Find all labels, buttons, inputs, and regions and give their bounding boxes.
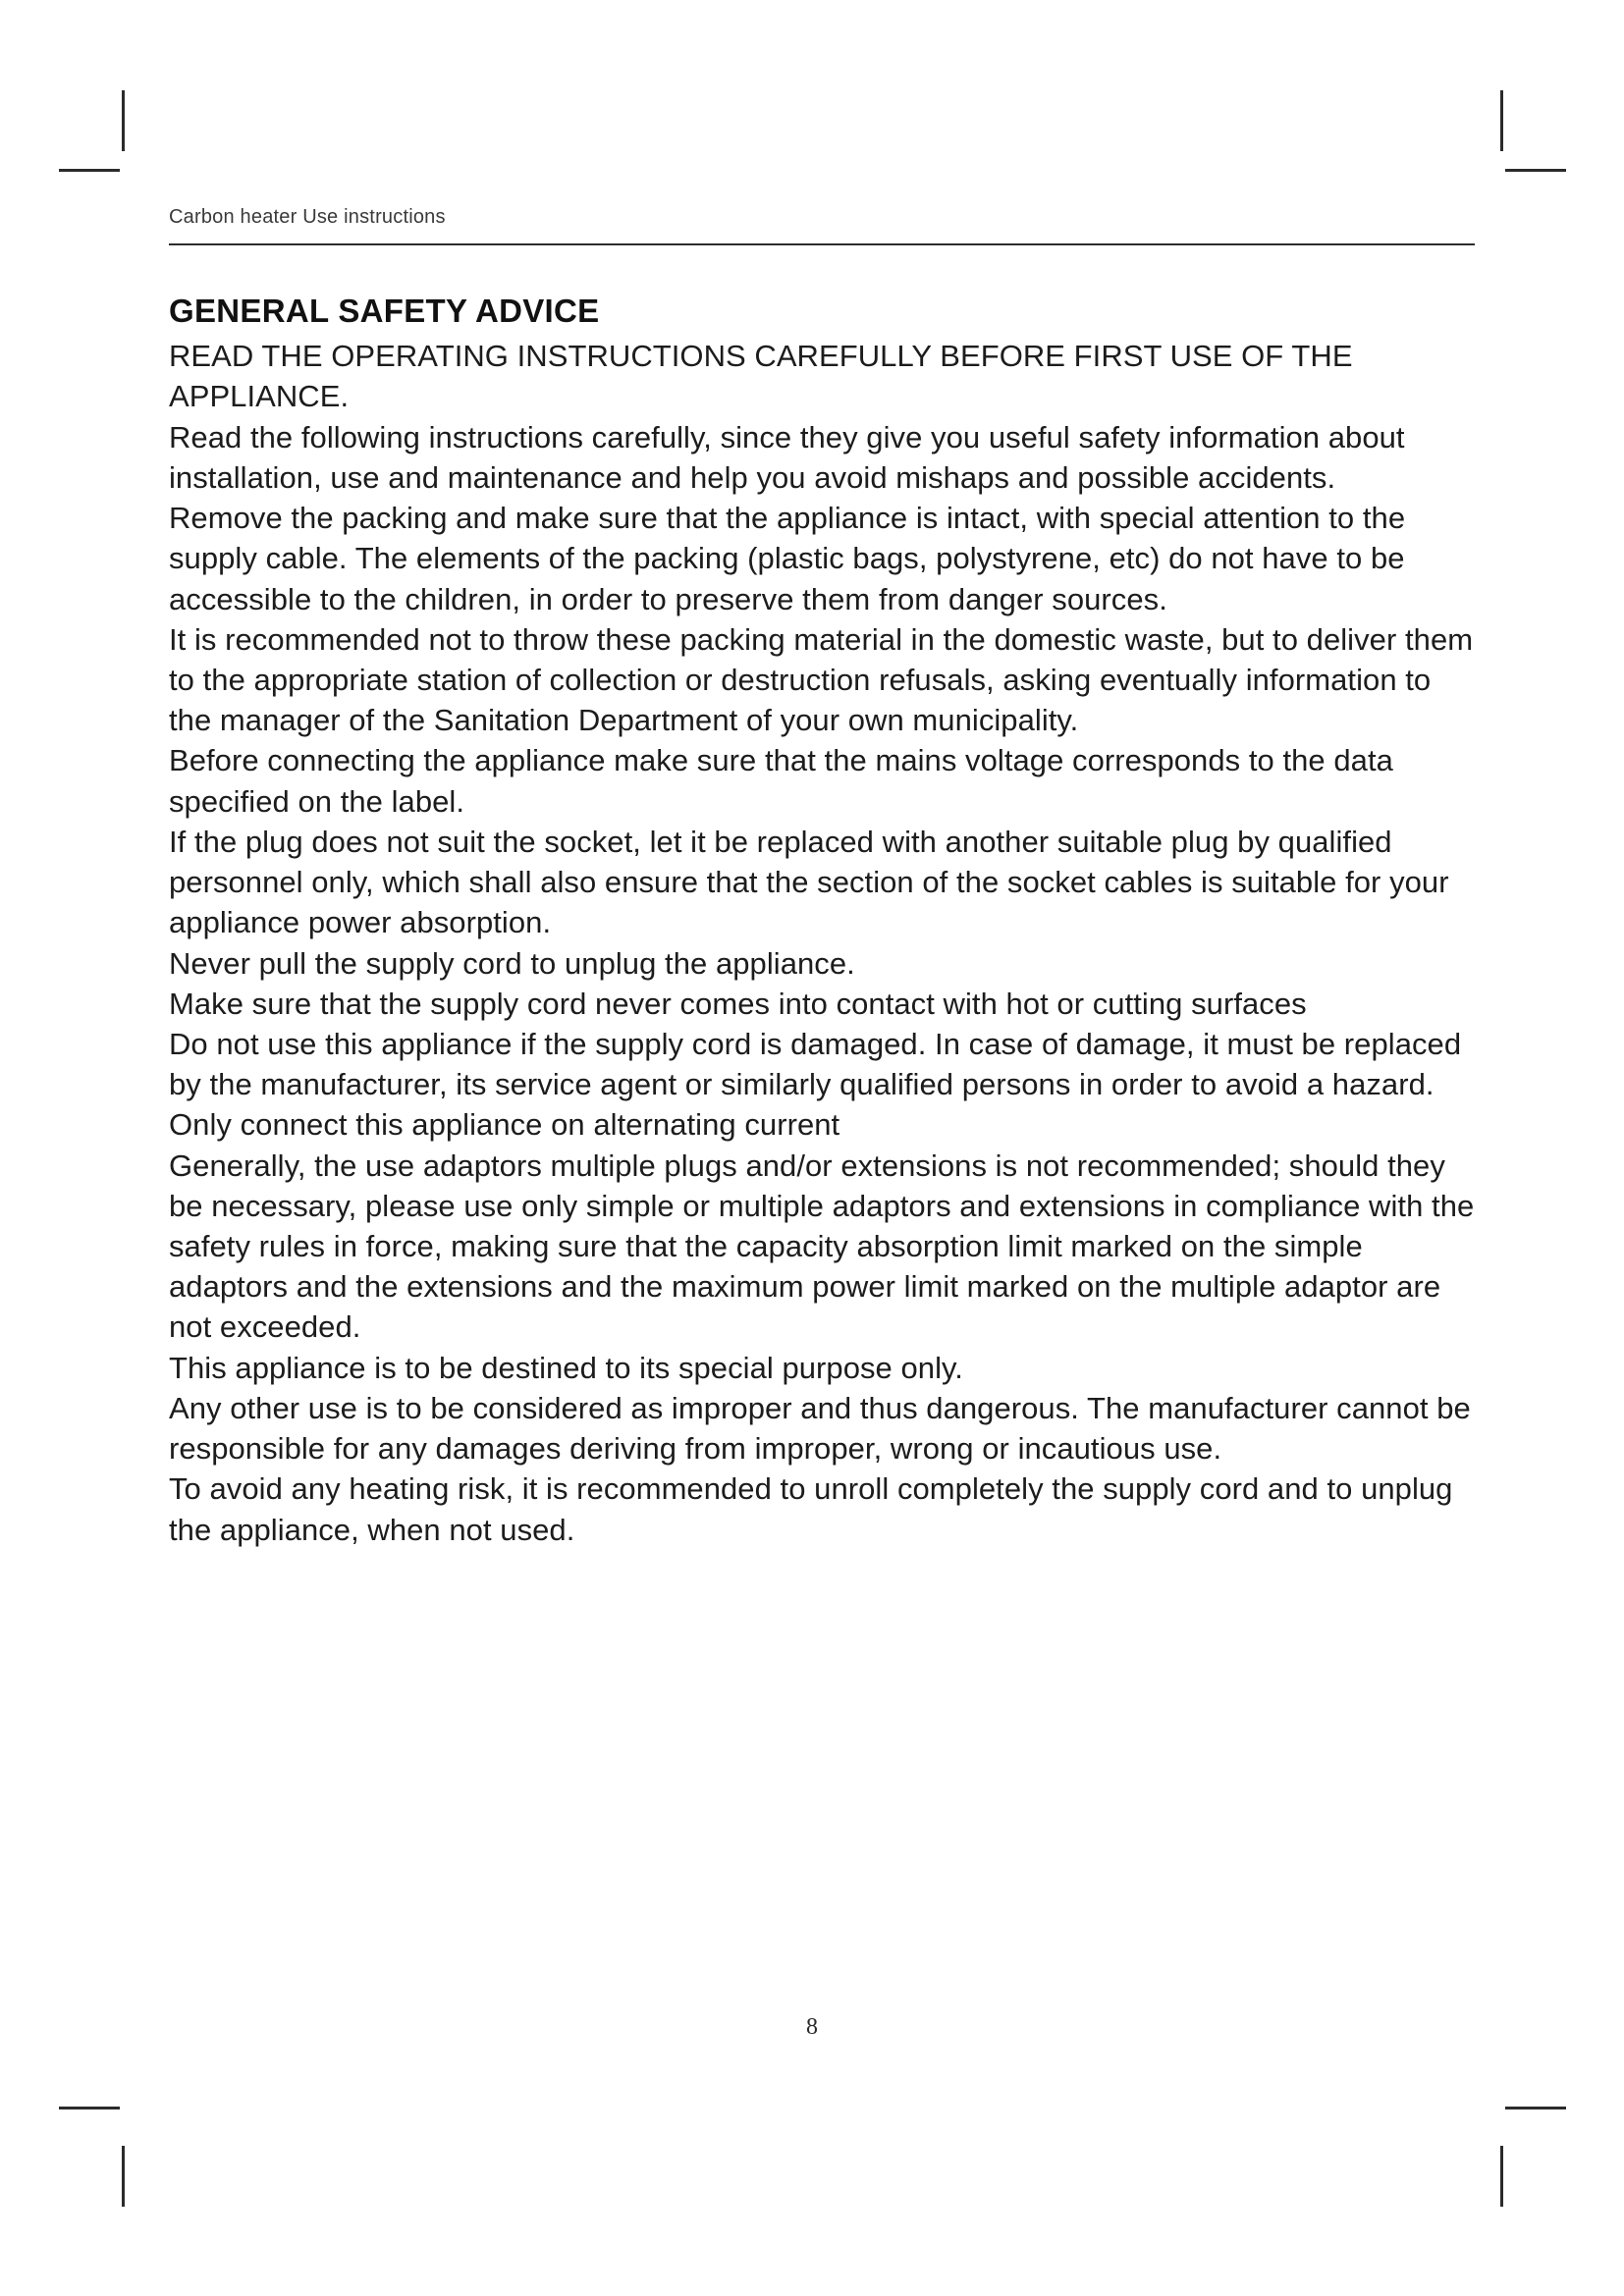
- crop-mark-bottom-left-vertical: [122, 2146, 125, 2207]
- crop-mark-top-left-horizontal: [59, 169, 120, 172]
- page-number: 8: [806, 2014, 818, 2040]
- crop-mark-bottom-right-horizontal: [1505, 2107, 1566, 2109]
- page-title: GENERAL SAFETY ADVICE: [169, 293, 600, 329]
- paragraph: Remove the packing and make sure that the appliance is intact, with special attention to the supply cable. The elements of the packing (plastic bags, polystyrene, etc) do not have to be accessible to the children, in order to preserve them from danger sources.: [169, 501, 1406, 616]
- paragraph: Do not use this appliance if the supply cord is damaged. In case of damage, it must be replaced by the manufacturer, its service agent or similarly qualified persons in order to avoid a hazard.: [169, 1026, 1462, 1102]
- crop-mark-bottom-right-vertical: [1500, 2146, 1503, 2207]
- header-rule: [169, 243, 1475, 245]
- paragraph: Read the following instructions carefully, since they give you useful safety information about installation, use and maintenance and help you avoid mishaps and possible accidents.: [169, 419, 1405, 495]
- crop-mark-top-right-horizontal: [1505, 169, 1566, 172]
- paragraph: Only connect this appliance on alternating current: [169, 1107, 840, 1143]
- paragraph: To avoid any heating risk, it is recommended to unroll completely the supply cord and to unplug the appliance, when not used.: [169, 1471, 1453, 1547]
- paragraph: Generally, the use adaptors multiple plugs and/or extensions is not recommended; should they be necessary, please use only simple or multiple adaptors and extensions in compliance with the safety rules in force, making sure that the capacity absorption limit marked on the simple adaptors and the extensions and the maximum power limit marked on the multiple adaptor are not exceeded.: [169, 1148, 1475, 1345]
- paragraph: It is recommended not to throw these packing material in the domestic waste, but to deliver them to the appropriate station of collection or destruction refusals, asking eventually information to the manager of the Sanitation Department of your own municipality.: [169, 621, 1474, 738]
- paragraph: Before connecting the appliance make sure that the mains voltage corresponds to the data specified on the label.: [169, 743, 1393, 819]
- paragraph: Any other use is to be considered as improper and thus dangerous. The manufacturer cannot be responsible for any damages deriving from improper, wrong or incautious use.: [169, 1390, 1471, 1467]
- paragraph: Make sure that the supply cord never comes into contact with hot or cutting surfaces: [169, 986, 1307, 1021]
- paragraph: Never pull the supply cord to unplug the appliance.: [169, 945, 855, 981]
- crop-mark-bottom-left-horizontal: [59, 2107, 120, 2109]
- paragraph: READ THE OPERATING INSTRUCTIONS CAREFULLY BEFORE FIRST USE OF THE APPLIANCE.: [169, 339, 1353, 414]
- paragraph: This appliance is to be destined to its special purpose only.: [169, 1350, 963, 1385]
- crop-mark-top-left-vertical: [122, 90, 125, 151]
- running-head: Carbon heater Use instructions: [169, 206, 446, 228]
- crop-mark-top-right-vertical: [1500, 90, 1503, 151]
- document-body: [169, 291, 1475, 1550]
- paragraph: If the plug does not suit the socket, let it be replaced with another suitable plug by qualified personnel only, which shall also ensure that the section of the socket cables is suitable for your appliance power absorption.: [169, 824, 1449, 940]
